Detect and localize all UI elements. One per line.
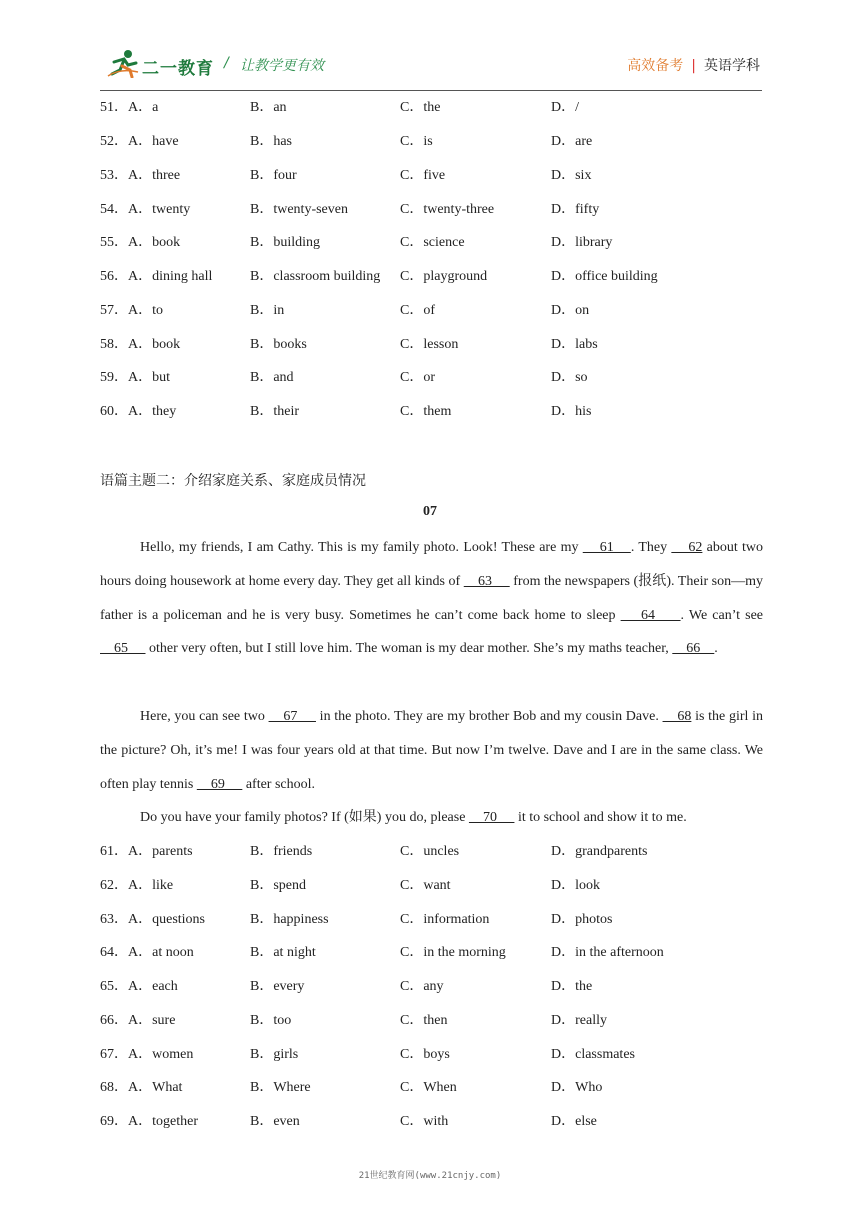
page-footer: 21世纪教育网(www.21cnjy.com) xyxy=(358,1171,502,1181)
option-c: C．five xyxy=(400,168,446,183)
option-d: D．library xyxy=(551,235,613,250)
option-c: C．science xyxy=(400,235,465,250)
blank-62: 62 xyxy=(671,540,703,555)
option-b: B．their xyxy=(250,404,299,419)
option-b: B．spend xyxy=(250,878,306,893)
option-b: B．classroom building xyxy=(250,269,381,284)
option-d: D．photos xyxy=(551,912,613,927)
option-b: B．building xyxy=(250,235,321,250)
option-d: D．/ xyxy=(551,100,579,115)
option-c: C．When xyxy=(400,1080,457,1095)
blank-69: 69 xyxy=(196,776,243,792)
option-b: B．books xyxy=(250,337,307,352)
option-a: 55．A．book xyxy=(100,235,181,250)
passage-paragraph-1 xyxy=(100,531,763,666)
option-a: 57．A．to xyxy=(100,303,163,318)
passage-number: 07 xyxy=(423,504,437,519)
header-tags xyxy=(627,55,760,75)
option-a: 63．A．questions xyxy=(100,912,205,927)
section-topic: 语篇主题二：介绍家庭关系、家庭成员情况 xyxy=(100,473,366,489)
option-d: D．labs xyxy=(551,337,598,352)
option-a: 59．A．but xyxy=(100,370,170,385)
blank-64: 64 xyxy=(620,607,681,623)
option-a: 58．A．book xyxy=(100,337,181,352)
option-b: B．in xyxy=(250,303,285,318)
option-d: D．so xyxy=(551,370,588,385)
option-d: D．look xyxy=(551,878,600,893)
text: . xyxy=(714,641,718,657)
option-a: 60．A．they xyxy=(100,404,177,419)
passage-paragraph-2 xyxy=(100,700,763,801)
tag-subject: 英语学科 xyxy=(704,58,760,74)
passage-paragraph-3 xyxy=(100,801,763,835)
option-a: 67．A．women xyxy=(100,1047,194,1062)
option-c: C．then xyxy=(400,1013,448,1028)
option-d: D．really xyxy=(551,1013,607,1028)
option-d: D．classmates xyxy=(551,1047,635,1062)
option-c: C．them xyxy=(400,404,452,419)
blank-63: 63 xyxy=(463,573,510,589)
option-d: D．his xyxy=(551,404,592,419)
option-c: C．or xyxy=(400,370,435,385)
blank-65: 65 xyxy=(100,641,146,657)
option-c: C．playground xyxy=(400,269,488,284)
option-a: 65．A．each xyxy=(100,979,178,994)
option-d: D．Who xyxy=(551,1080,603,1095)
text: in the photo. They are my brother Bob and my cousin Dave. xyxy=(315,709,663,724)
blank-68: 68 xyxy=(662,709,692,724)
option-d: D．grandparents xyxy=(551,844,648,859)
running-man-logo-icon xyxy=(106,48,140,78)
blank-61: 61 xyxy=(582,540,631,555)
tag-separator: | xyxy=(691,58,696,74)
text: Do you have your family photos? If (如果) you do, please xyxy=(140,810,469,825)
option-a: 69．A．together xyxy=(100,1114,198,1129)
option-a: 68．A．What xyxy=(100,1080,183,1095)
option-c: C．with xyxy=(400,1114,449,1129)
text: . They xyxy=(630,540,672,555)
option-b: B．even xyxy=(250,1114,300,1129)
text: Hello, my friends, I am Cathy. This is my family photo. Look! These are my xyxy=(140,540,583,555)
header-slash: / xyxy=(224,55,229,71)
option-a: 54．A．twenty xyxy=(100,202,191,217)
option-a: 61．A．parents xyxy=(100,844,193,859)
option-c: C．boys xyxy=(400,1047,450,1062)
option-b: B．girls xyxy=(250,1047,299,1062)
brand-name: 二一教育 xyxy=(142,59,214,79)
option-b: B．twenty-seven xyxy=(250,202,348,217)
text: other very often, but I still love him. The woman is my dear mother. She’s my maths teacher, xyxy=(145,641,673,657)
option-d: D．fifty xyxy=(551,202,600,217)
option-b: B．and xyxy=(250,370,294,385)
blank-70: 70 xyxy=(468,810,515,825)
text: about two hours doing housework at home every day. They get all kinds of xyxy=(100,540,764,589)
option-b: B．at night xyxy=(250,945,316,960)
text: is the girl in the picture? Oh, it’s me! I was four years old at that time. But now I’m twelve. Dave and I are in the same class. We often play tennis xyxy=(100,709,764,792)
text: it to school and show it to me. xyxy=(514,810,687,825)
tag-exam-prep: 高效备考 xyxy=(627,58,684,74)
option-a: 51．A．a xyxy=(100,100,159,115)
option-c: C．in the morning xyxy=(400,945,506,960)
option-b: B．every xyxy=(250,979,305,994)
blank-66: 66 xyxy=(672,641,715,657)
option-b: B．friends xyxy=(250,844,313,859)
option-c: C．uncles xyxy=(400,844,460,859)
page-header xyxy=(100,42,762,91)
option-d: D．on xyxy=(551,303,590,318)
option-c: C．information xyxy=(400,912,490,927)
option-c: C．the xyxy=(400,100,441,115)
option-a: 56．A．dining hall xyxy=(100,269,213,284)
text: from the newspapers (报纸). Their son—my father is a policeman and he is very busy. Sometimes he can’t come back home to sleep xyxy=(100,573,764,623)
option-b: B．four xyxy=(250,168,297,183)
option-d: D．are xyxy=(551,134,593,149)
option-b: B．Where xyxy=(250,1080,311,1095)
option-d: D．the xyxy=(551,979,593,994)
option-b: B．happiness xyxy=(250,912,329,927)
option-a: 62．A．like xyxy=(100,878,174,893)
brand-slogan: 让教学更有效 xyxy=(240,58,324,74)
option-a: 66．A．sure xyxy=(100,1013,176,1028)
option-d: D．office building xyxy=(551,269,658,284)
text: . We can’t see xyxy=(680,607,764,623)
option-b: B．too xyxy=(250,1013,292,1028)
option-c: C．any xyxy=(400,979,444,994)
option-d: D．else xyxy=(551,1114,597,1129)
option-a: 53．A．three xyxy=(100,168,181,183)
option-b: B．has xyxy=(250,134,292,149)
text: Here, you can see two xyxy=(140,709,269,724)
option-d: D．in the afternoon xyxy=(551,945,664,960)
option-a: 52．A．have xyxy=(100,134,179,149)
option-a: 64．A．at noon xyxy=(100,945,194,960)
option-c: C．is xyxy=(400,134,433,149)
option-c: C．lesson xyxy=(400,337,459,352)
option-c: C．twenty-three xyxy=(400,202,495,217)
blank-67: 67 xyxy=(268,709,316,724)
option-c: C．of xyxy=(400,303,435,318)
text: after school. xyxy=(242,776,316,792)
option-b: B．an xyxy=(250,100,287,115)
option-c: C．want xyxy=(400,878,451,893)
option-d: D．six xyxy=(551,168,592,183)
